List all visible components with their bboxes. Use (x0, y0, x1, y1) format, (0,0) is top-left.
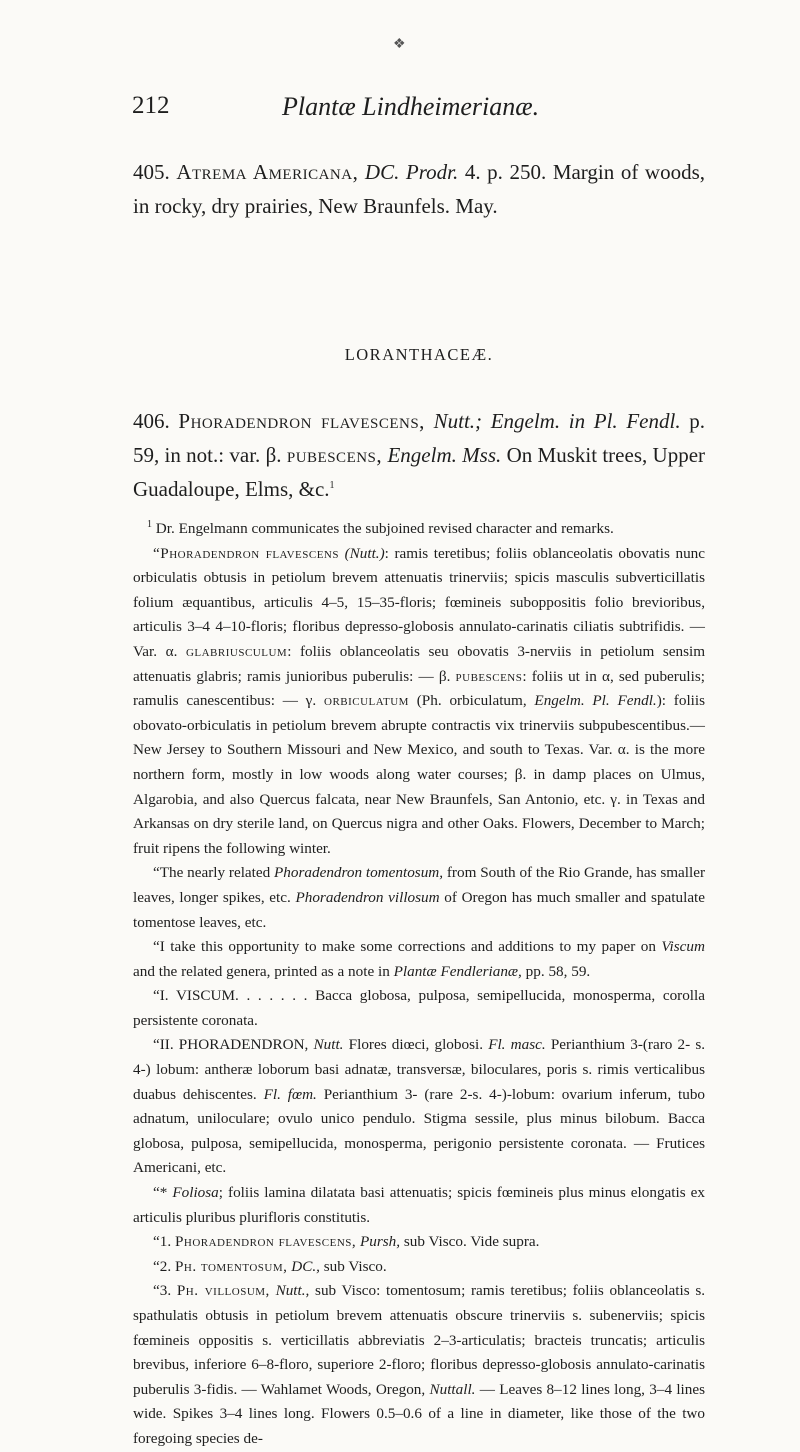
entry-405 (133, 155, 705, 223)
page-ornament: ❖ (393, 37, 406, 52)
footnote-text: “* (153, 1184, 168, 1202)
authority: Engelm. Mss. (387, 443, 502, 467)
entry-text: 4. p. 250. Margin of woods, in rocky, dry prairies, New Braunfels. May. (133, 160, 705, 218)
footnote-text: : foliis ut in α, sed puberulis; ramulis canescentibus: — γ. (133, 667, 706, 710)
variety-name: pubescens (455, 667, 523, 685)
footnote (133, 517, 705, 1452)
footnote-text: “3. (153, 1282, 172, 1300)
authority: Engelm. Pl. Fendl. (534, 692, 657, 710)
page-number: 212 (132, 92, 170, 119)
flower-type: Fl. fœm. (263, 1085, 317, 1103)
authority: Pursh, (359, 1233, 401, 1251)
footnote-text: “The nearly related (153, 864, 271, 882)
footnote-text: Dr. Engelmann communicates the subjoined revised character and remarks. (155, 520, 614, 537)
footnote-text: Perianthium 3-(raro 2- s. 4-) lobum: antheræ loborum basi adnatæ, transversæ, biloculares, poris s. rimis verticalibus duabus dehiscentes. (133, 1036, 706, 1103)
footnote-text: “2. (153, 1257, 172, 1275)
authority: DC., (291, 1257, 320, 1275)
running-title: Plantæ Lindheimerianæ. (282, 92, 540, 121)
footnote-text: ): foliis obovato-orbiculatis in petiolum brevem abrupte contractis vix trinerviis subpubescentibus.— New Jersey to Southern Missouri and New Mexico, and south to Texas. Var. α. is the more northern form, mostly in low woods along water courses; β. in damp places on Ulmus, Algarobia, and also Quercus falcata, near New Braunfels, San Antonio, etc. γ. in Texas and Arkansas on dry sterile land, on Quercus nigra and other Oaks. Flowers, December to March; fruit ripens the following winter. (133, 692, 706, 857)
footnote-text: sub Visco: tomentosum; ramis teretibus; foliis oblanceolatis s. spathulatis obtusis in petiolum brevem attenuatis obscure trinerviis s. subenerviis; spicis fœmineis oppositis s. verticillatis abbreviatis 2–3-articulatis; bracteis truncatis; articulis brevibus, inferiore 6–8-floro, superiore 2-floro; floribus depresso-globosis annulato-carinatis puberulis 3-fidis. — Wahlamet Woods, Oregon, (133, 1282, 706, 1398)
footnote-text: “I take this opportunity to make some corrections and additions to my paper on (153, 938, 656, 956)
footnote-text: from South of the Rio Grande, has smaller leaves, longer spikes, etc. (133, 864, 706, 906)
collector-name: Nuttall. (429, 1380, 476, 1398)
authority: (Nutt.) (344, 544, 385, 562)
species-name: Ph. villosum, (176, 1282, 270, 1300)
entry-text: p. 59, in not.: var. β. (133, 409, 705, 467)
entry-number: 405. (133, 160, 170, 184)
entry-text: On Muskit trees, Upper Guadaloupe, Elms, &c. (133, 443, 706, 501)
footnote-paragraph (133, 861, 705, 935)
authority: Nutt., (275, 1282, 310, 1300)
family-heading: LORANTHACEÆ. (344, 345, 494, 364)
footnote-text: pp. 58, 59. (525, 962, 591, 980)
footnote-text: — Leaves 8–12 lines long, 3–4 lines wide. Spikes 3–4 lines long. Flowers 0.5–0.6 of a line in diameter, like those of the two foregoing species de- (133, 1380, 706, 1447)
footnote-text: : ramis teretibus; foliis oblanceolatis obovatis nunc orbiculatis obtusis in petiolum brevem attenuatis trinerviis; spicis masculis subverticillatis folium æquantibus, articulis 4–5, 15–35-floris; fœmineis suboppositis folio brevioribus, articulis 3–4 4–10-floris; floribus depresso-globosis annulato-carinatis ciliatis subtrifidis. — Var. α. (133, 544, 705, 660)
variety-name: pubescens, (286, 443, 383, 467)
footnote-paragraph (133, 1033, 705, 1181)
footnote-paragraph (133, 1255, 705, 1280)
footnote-paragraph (133, 1181, 705, 1230)
footnote-paragraph (133, 542, 705, 862)
footnote-text: (Ph. orbiculatum, (416, 692, 527, 710)
flower-type: Fl. masc. (488, 1036, 546, 1054)
footnote-paragraph (133, 1230, 705, 1255)
footnote-ref: 1 (329, 480, 335, 491)
species-name: Phoradendron flavescens, (178, 409, 425, 433)
authority: Nutt.; Engelm. in Pl. Fendl. (433, 409, 681, 433)
genus-name: Viscum (661, 938, 705, 956)
citation: DC. Prodr. (364, 160, 459, 184)
species-name: “Phoradendron flavescens (153, 544, 339, 562)
authority: Nutt. (313, 1036, 344, 1054)
variety-name: glabriusculum (185, 642, 288, 660)
footnote-text: Flores diœci, globosi. (348, 1036, 484, 1054)
variety-name: orbiculatum (324, 692, 409, 710)
footnote-text: Perianthium 3- (rare 2-s. 4-)-lobum: ovarium inferum, tubo adnatum, uniloculare; ovulo unico pendulo. Stigma sessile, plus minus bilobum. Bacca globosa, pulposa, semipellucida, monosperma, perigonio persistente coronata. — Frutices Americani, etc. (133, 1085, 706, 1177)
species-name: Phoradendron flavescens, (174, 1233, 357, 1251)
footnote-text: of Oregon has much smaller and spatulate tomentose leaves, etc. (133, 888, 706, 931)
footnote-paragraph (133, 935, 705, 984)
footnote-text: “I. VISCUM. . . . . . . Bacca globosa, pulposa, semipellucida, monosperma, corolla persistente coronata. (133, 987, 705, 1029)
species-name: Ph. tomentosum, (174, 1257, 288, 1275)
footnote-marker: 1 (147, 518, 152, 530)
footnote-paragraph (133, 984, 705, 1033)
species-name: Phoradendron tomentosum, (274, 864, 444, 882)
species-name: Phoradendron villosum (295, 888, 440, 906)
running-header (132, 92, 702, 132)
work-title: Plantæ Fendlerianæ, (393, 962, 522, 980)
entry-406 (133, 404, 705, 506)
footnote-text: “1. (153, 1233, 172, 1251)
genus-name: “II. PHORADENDRON, (153, 1036, 309, 1054)
footnote-text: sub Visco. (323, 1257, 387, 1275)
footnote-paragraph (133, 1279, 705, 1451)
footnote-paragraph (133, 517, 705, 542)
footnote-text: : foliis oblanceolatis seu obovatis 3-nerviis in petiolum sensim attenuatis glabris; ramis junioribus puberulis: — β. (133, 642, 706, 685)
footnote-text: ; foliis lamina dilatata basi attenuatis; spicis fœmineis plus minus elongatis ex articulis pluribus plurifloris constitutis. (133, 1184, 705, 1226)
footnote-text: and the related genera, printed as a note in (133, 962, 390, 980)
footnote-text: sub Visco. Vide supra. (403, 1233, 540, 1251)
species-name: Atrema Americana, (176, 160, 359, 184)
section-name: Foliosa (172, 1184, 219, 1202)
entry-number: 406. (133, 409, 170, 433)
